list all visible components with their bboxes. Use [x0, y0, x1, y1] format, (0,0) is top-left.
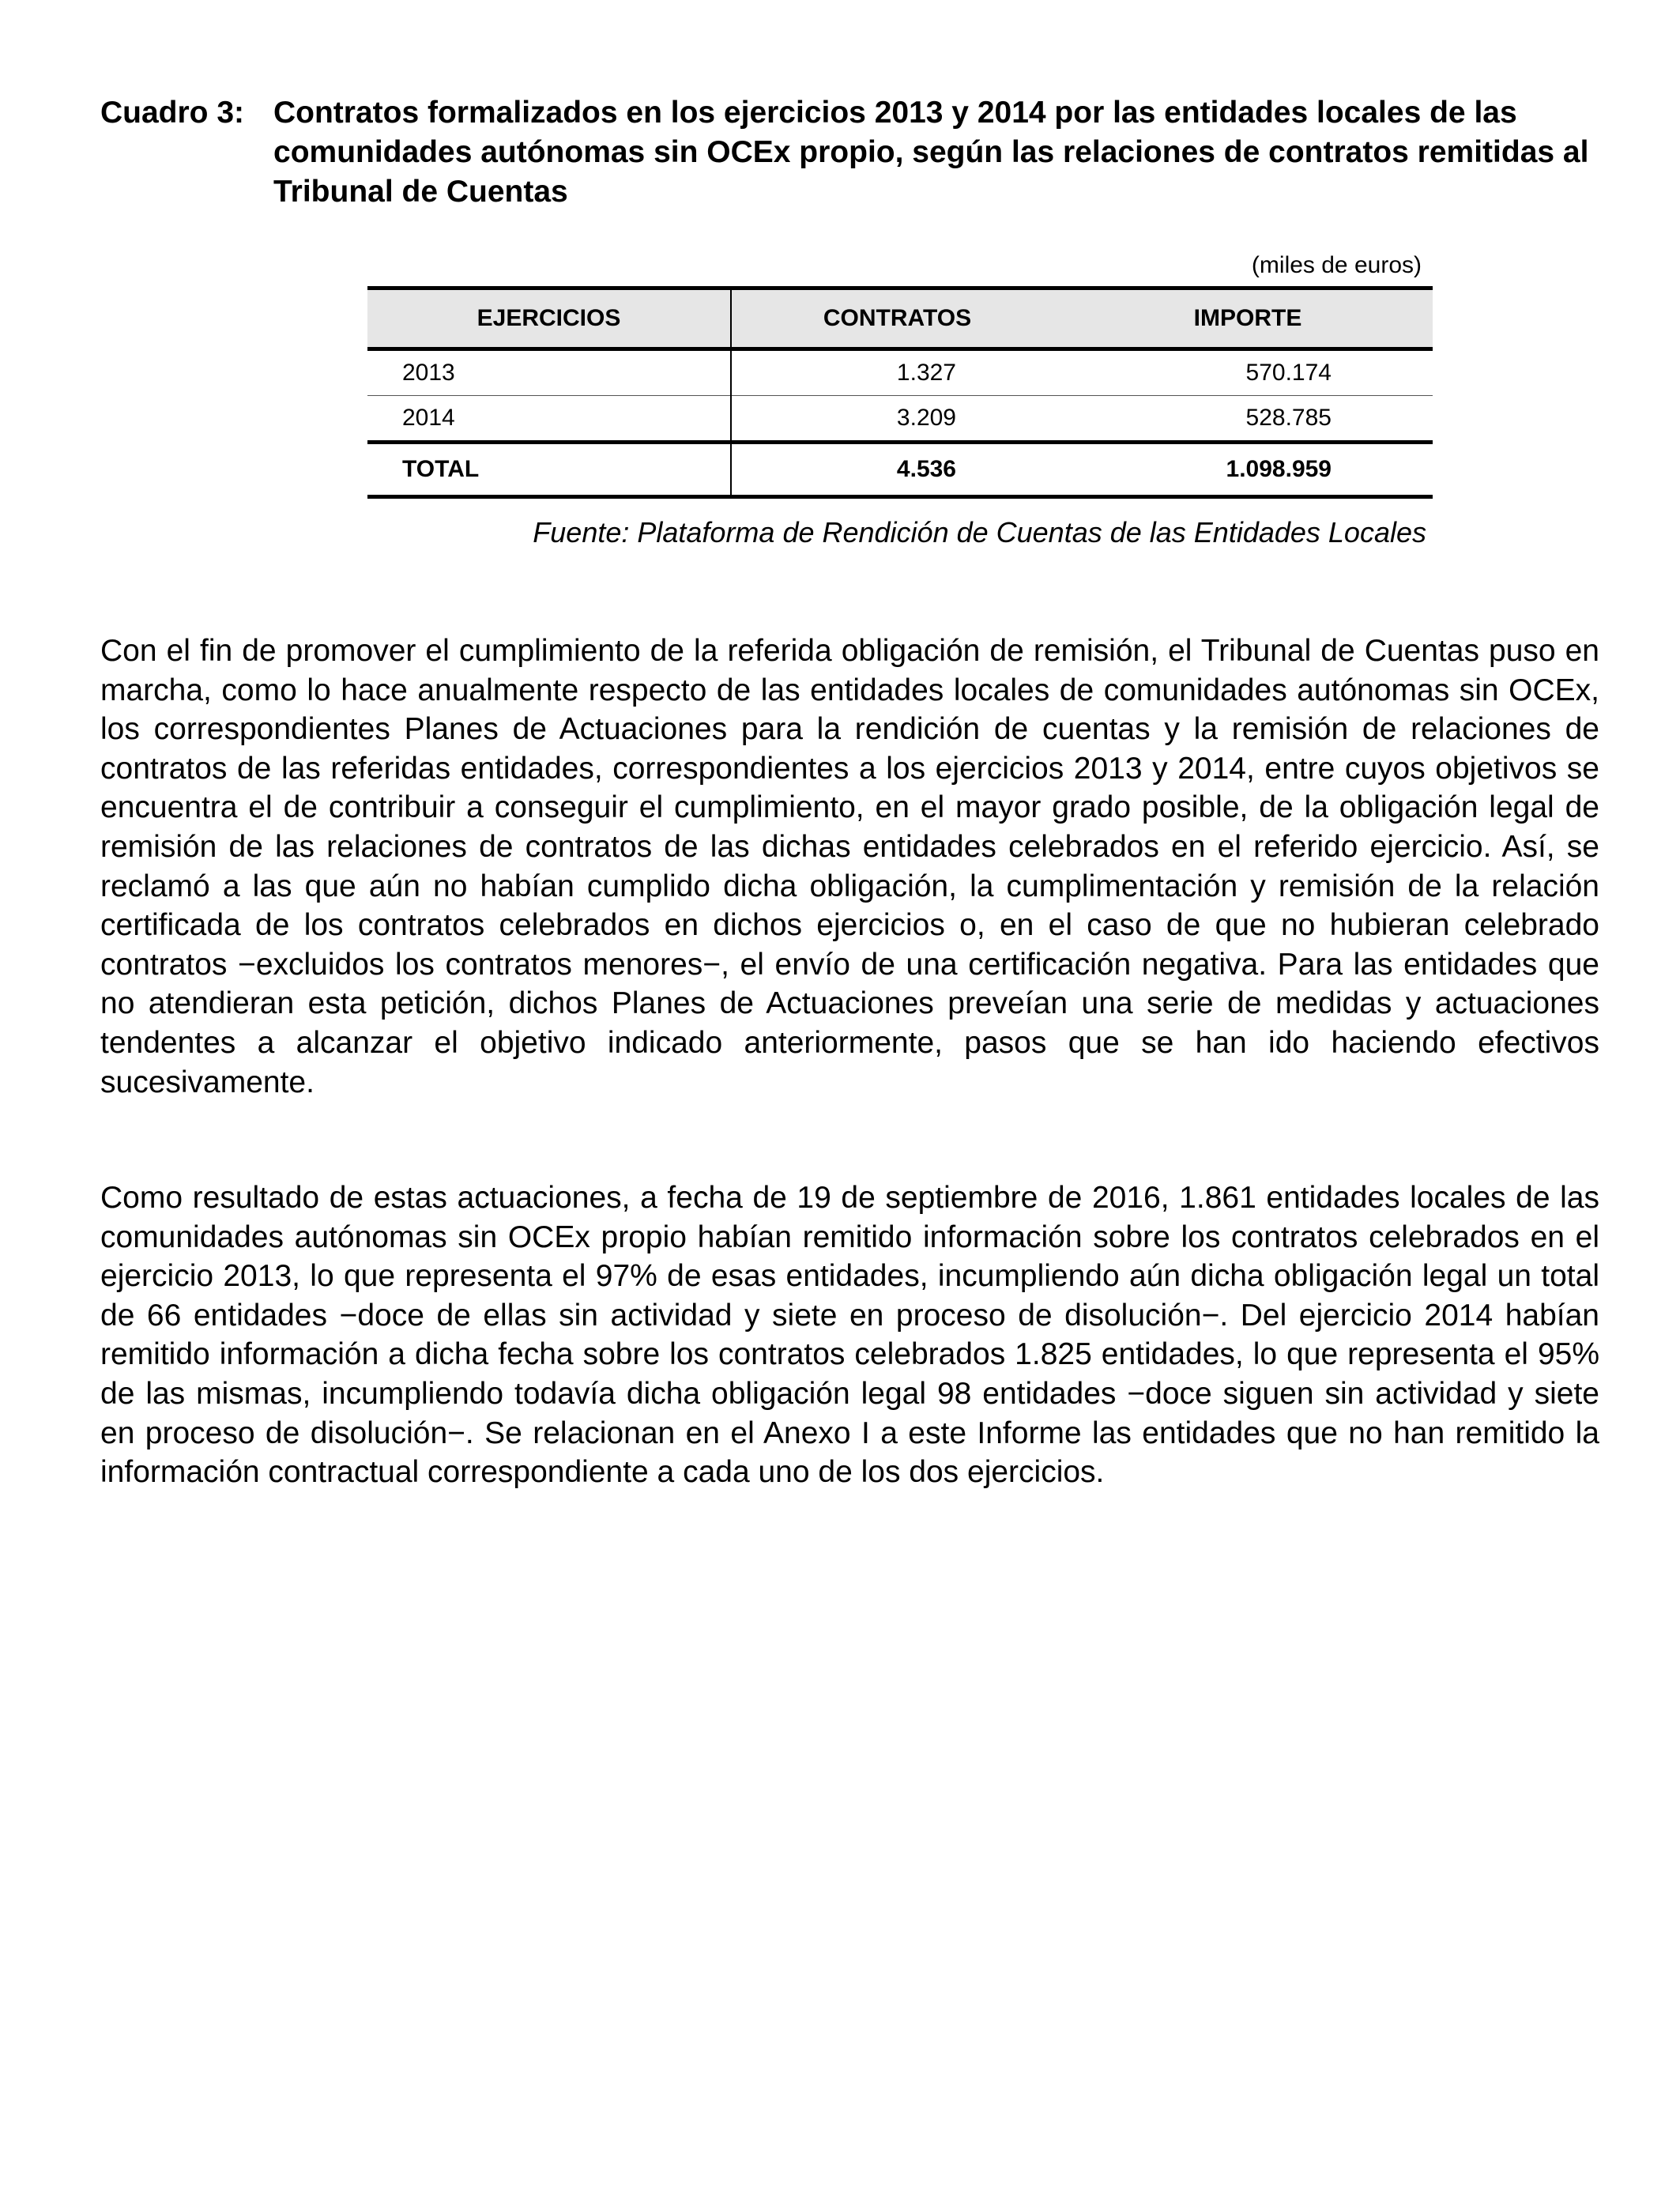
body-paragraph-1: Con el fin de promover el cumplimiento de la referida obligación de remisión, el Tribunal de Cuentas puso en marcha, como lo hace anualmente respecto de las entidades locales de comunidades autónomas sin OCEx, los correspondientes Planes de Actuaciones para la rendición de cuentas y la remisión de relaciones de contratos de las referidas entidades, correspondientes a los ejercicios 2013 y 2014, entre cuyos objetivos se encuentra el de contribuir a conseguir el cumplimiento, en el mayor grado posible, de la obligación legal de remisión de las relaciones de contratos de las dichas entidades celebrados en el referido ejercicio. Así, se reclamó a las que aún no habían cumplido dicha obligación, la cumplimentación y remisión de la relación certificada de los contratos celebrados en dichos ejercicios o, en el caso de que no hubieran celebrado contratos −excluidos los contratos menores−, el envío de una certificación negativa. Para las entidades que no atendieran esta petición, dichos Planes de Actuaciones preveían una serie de medidas y actuaciones tendentes a alcanzar el objetivo indicado anteriormente, pasos que se han ido haciendo efectivos sucesivamente.	[100, 634, 1599, 1099]
cell-year: 2013	[367, 349, 731, 396]
document-page	[100, 93, 1599, 1490]
table-total-row	[367, 443, 1433, 497]
cell-contracts: 3.209	[896, 405, 956, 431]
data-table-block	[367, 251, 1433, 549]
header-contratos: CONTRATOS	[731, 288, 1063, 349]
cell-amount: 528.785	[1245, 405, 1332, 431]
table-row	[367, 396, 1433, 443]
caption-label: Cuadro 3:	[100, 96, 245, 130]
cell-year: 2014	[367, 396, 731, 443]
table-header-row	[367, 288, 1433, 349]
header-ejercicios: EJERCICIOS	[367, 288, 731, 349]
total-amount: 1.098.959	[1063, 443, 1433, 497]
table-units: (miles de euros)	[1251, 252, 1422, 278]
cell-contracts: 1.327	[731, 349, 1063, 396]
table-row	[367, 349, 1433, 396]
caption-title: Contratos formalizados en los ejercicios 2013 y 2014 por las entidades locales de las comunidades autónomas sin OCEx propio, según las relaciones de contratos remitidas al Tribunal de Cuentas	[273, 96, 1589, 209]
table-source: Fuente: Plataforma de Rendición de Cuentas de las Entidades Locales	[533, 516, 1426, 548]
total-contracts: 4.536	[731, 443, 1063, 497]
header-importe: IMPORTE	[1063, 288, 1433, 349]
total-label: TOTAL	[367, 443, 731, 497]
table-caption	[100, 93, 1599, 212]
body-paragraph-2: Como resultado de estas actuaciones, a fecha de 19 de septiembre de 2016, 1.861 entidades locales de las comunidades autónomas sin OCEx propio habían remitido información sobre los contratos celebrados en el ejercicio 2013, lo que representa el 97% de esas entidades, incumpliendo aún dicha obligación legal un total de 66 entidades −doce de ellas sin actividad y siete en proceso de disolución−. Del ejercicio 2014 habían remitido información a dicha fecha sobre los contratos celebrados 1.825 entidades, lo que representa el 95% de las mismas, incumpliendo todavía dicha obligación legal 98 entidades −doce siguen sin actividad y siete en proceso de disolución−. Se relacionan en el Anexo I a este Informe las entidades que no han remitido la información contractual correspondiente a cada uno de los dos ejercicios.	[100, 1181, 1599, 1490]
cell-amount: 570.174	[1063, 349, 1433, 396]
contracts-table	[367, 286, 1433, 499]
